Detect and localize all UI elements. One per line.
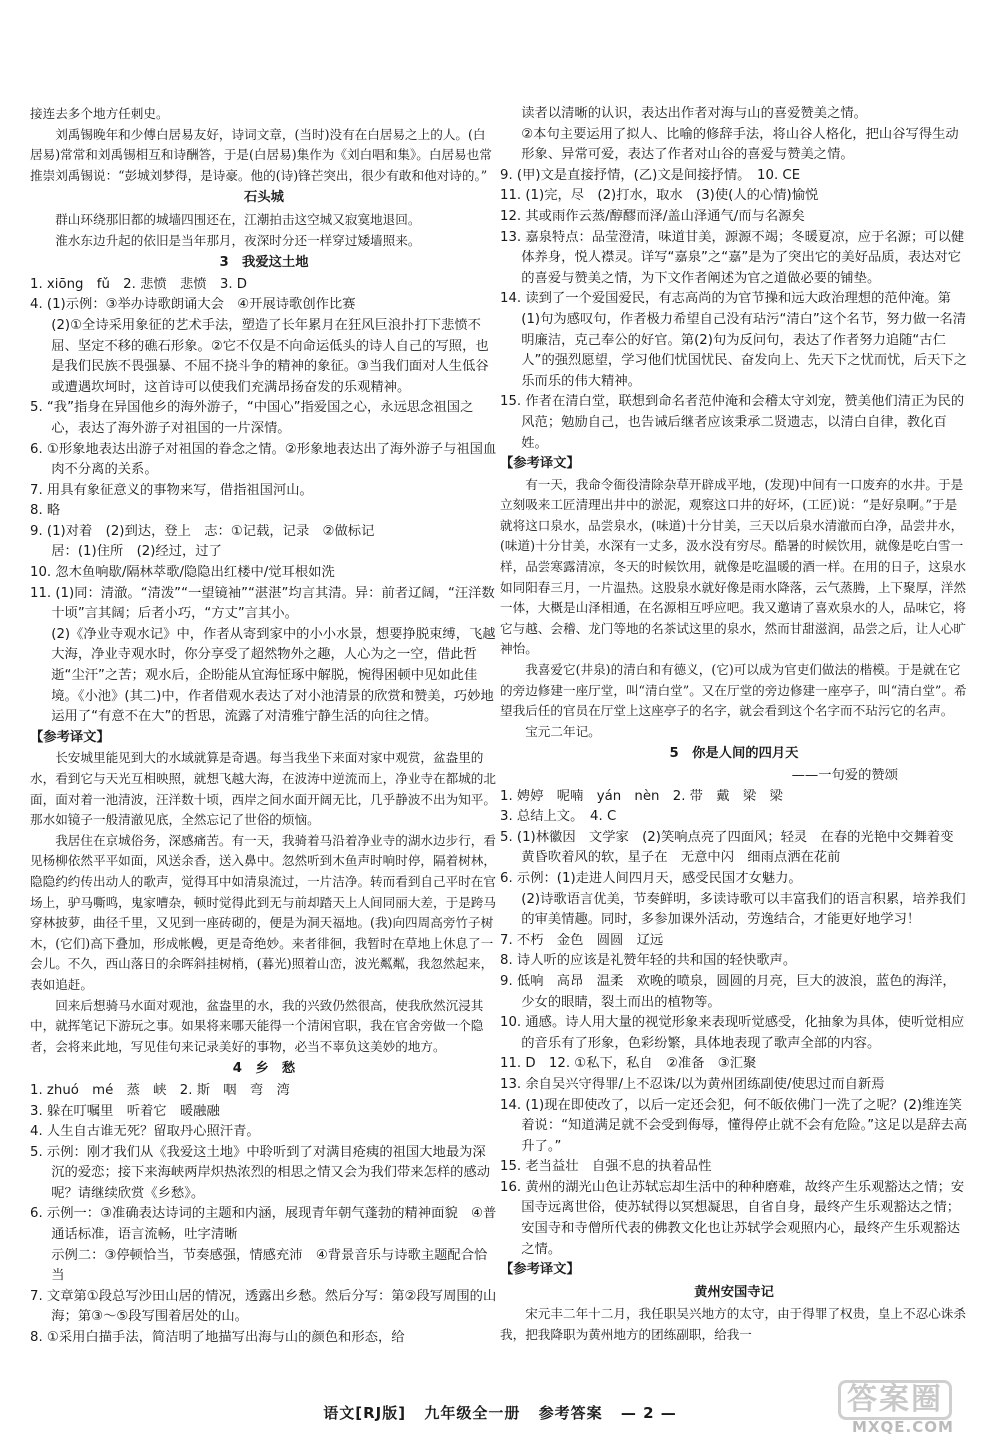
- answer-line: 10. 忽木鱼响歇/隔林萃歌/隐隐出红楼中/觉耳根如洗: [30, 565, 335, 581]
- right-column: [500, 104, 968, 1346]
- answer-line: 10. 通感。诗人用大量的视觉形象来表现听觉感受，化抽象为具体，使听觉相应的音乐有了形象，色彩纷繁，具体地表现了歌声全部的内容。: [500, 1015, 965, 1051]
- answer-line: ②本句主要运用了拟人、比喻的修辞手法，将山谷人格化，把山谷写得生动形象、异常可爱，表达了作者对山谷的喜爱与赞美之情。: [521, 126, 959, 163]
- reference-translation-heading: 【参考译文】: [500, 1262, 580, 1278]
- answer-line: 7. 文章第①段总写沙田山居的情况，透露出乡愁。然后分写：第②段写周围的山海；第③～⑤段写围着居处的山。: [30, 1288, 497, 1325]
- translation-paragraph: 宋元丰二年十二月，我任职吴兴地方的太守，由于得罪了权贵，皇上不忍心诛杀我，把我降职为黄州地方的团练副职，给我一: [500, 1306, 966, 1343]
- footer-label: 参考答案: [538, 1404, 603, 1422]
- section-title: 4 乡 愁: [232, 1061, 296, 1077]
- answer-line: 4. (1)示例：③举办诗歌朗诵大会 ④开展诗歌创作比赛: [30, 297, 356, 313]
- answer-line: 15. 老当益壮 自强不息的执着品性: [500, 1159, 712, 1175]
- footer-page-number: — 2 —: [620, 1404, 677, 1422]
- answer-line: 7. 不朽 金色 圆圆 辽远: [500, 932, 664, 948]
- answer-line: 13. 嘉泉特点：品莹澄清，味道甘美，源源不竭；冬暖夏凉，应于名源；可以健体养身，悦人襟灵。详写“嘉泉”之“嘉”是为了突出它的美好品质，表达对它的喜爱与赞美之情，为下文作者阐述为官之道做必要的铺垫。: [500, 229, 965, 286]
- answer-line: 3. 躲在叮嘱里 听着它 暖融融: [30, 1103, 220, 1119]
- translation-paragraph: 宝元二年记。: [525, 723, 601, 739]
- answer-line: 12. 其或雨作云蒸/醇醪而泽/盖山泽通气/而与名源矣: [500, 208, 805, 224]
- section-title: 5 你是人间的四月天: [669, 746, 799, 762]
- section-title: 3 我爱这土地: [219, 255, 309, 271]
- reference-translation-heading: 【参考译文】: [500, 456, 580, 472]
- watermark-url: MXQE.COM: [852, 1418, 954, 1436]
- answer-line: 4. 人生自古谁无死？留取丹心照汗青。: [30, 1124, 260, 1140]
- translation-paragraph: 有一天，我命令衙役清除杂草开辟成平地，(发现)中间有一口废弃的水井。于是立刻吸来工匠清理出井中的淤泥，观察这口井的好坏，(工匠)说：“是好泉啊。”于是就将这口泉水，品尝泉水，(味道)十分甘美，三天以后泉水清澈而白净，品尝井水，(味道)十分甘美，水深有一丈多，汲水没有穷尽。酷暑的时候饮用，就像是吃白雪一样，品尝寒露清凉，冬天的时候饮用，就像是吃温暖的酒一样。在用的日子，这泉水如同阳春三月，一片温热。这股泉水就好像是雨水降落，云气蒸腾，上下聚厚，洋然一体，大概是山泽相通，在名源相互呼应吧。我又邀请了喜欢泉水的人，品味它，将它与越、会稽、龙门等地的名茶试这里的泉水，然而甘甜滋润，品尝之后，让人心旷神怡。: [500, 476, 966, 657]
- answer-line: 11. (1)同：清澈。“清泼”“一望镜袖”“湛湛”均言其清。异：前者辽阔，“汪洋数十顷”言其阔；后者小巧，“方丈”言其小。: [30, 585, 495, 622]
- section-title: ——一句爱的赞颂: [791, 768, 898, 783]
- section-title: 黄州安国寺记: [694, 1284, 774, 1300]
- answer-line: 9. 低响 高昂 温柔 欢晚的喷泉，圆圆的月亮，巨大的波浪，蓝色的海洋，少女的眼睛，裂土而出的植物等。: [500, 973, 956, 1010]
- translation-paragraph: 淮水东边升起的依旧是当年那月，夜深时分还一样穿过矮墙照来。: [55, 232, 421, 248]
- answer-line: 6. ①形象地表达出游子对祖国的眷念之情。②形象地表达出了海外游子与祖国血肉不分离的关系。: [30, 441, 497, 478]
- answer-line: 14. (1)现在即使改了，以后一定还会犯，何不皈依佛门一洗了之呢？(2)维连笑着说：“知道满足就不会受到侮辱，懂得停止就不会有危险。”这足以是辞去高升了。”: [500, 1097, 968, 1154]
- answer-line: 居：(1)住所 (2)经过，过了: [51, 544, 222, 560]
- answer-line: 14. 读到了一个爱国爱民，有志高尚的为官节操和远大政治理想的范仲淹。第(1)句为感叹句，作者极力希望自己没有玷污“清白”这个名节，努力做一名清明廉洁，克己奉公的好官。第(2)句为反问句，表达了作者努力追随“古仁人”的强烈愿望，学习他们忧国忧民、奋发向上、先天下之忧而忧，后天下之乐而乐的伟大精神。: [500, 291, 967, 389]
- footer-subject: 语文[RJ版]: [323, 1404, 407, 1422]
- answer-line: 5. “我”指身在异国他乡的海外游子，“中国心”指爱国之心，永远思念祖国之心，表达了海外游子对祖国的一片深情。: [30, 400, 474, 436]
- answer-line: 5. 示例：刚才我们从《我爱这土地》中聆听到了对满目疮痍的祖国大地最为深沉的爱恋；接下来海峡两岸炽热浓烈的相思之情又会为我们带来怎样的感动呢？请继续欣赏《乡愁》。: [30, 1144, 491, 1201]
- answer-line: (2)①全诗采用象征的艺术手法，塑造了长年累月在狂风巨浪扑打下悲愤不屈、坚定不移的礁石形象。②它不仅是不向命运低头的诗人自己的写照，也是我们民族不畏强暴、不屈不挠斗争的精神的象征。③当我们面对人生低谷或遭遇坎坷时，这首诗可以使我们充满昂扬奋发的乐观精神。: [51, 317, 489, 395]
- watermark-logo: [832, 1378, 982, 1440]
- answer-line: (2)诗歌语言优美，节奏鲜明，多读诗歌可以丰富我们的语言积累，培养我们的审美情趣。同时，多参加课外活动，劳逸结合，才能更好地学习！: [521, 891, 966, 928]
- answer-line: 8. 诗人听的应该是礼赞年轻的共和国的轻快歌声。: [500, 953, 797, 969]
- reference-translation-heading: 【参考译文】: [30, 729, 110, 745]
- answer-line: 11. D 12. ①私下，私自 ②准备 ③汇聚: [500, 1056, 757, 1072]
- answer-line: 1. xiōng fǔ 2. 悲愤 悲愤 3. D: [30, 276, 248, 292]
- answer-line: 16. 黄州的湖光山色让苏轼忘却生活中的种种磨难，故终产生乐观豁达之情；安国寺远离世俗，使苏轼得以冥想凝思，自省自身，最终产生乐观豁达之情；安国寺和寺僧所代表的佛教文化也让苏轼学会观照内心，最终产生乐观豁达之情。: [500, 1179, 965, 1257]
- left-column: [30, 104, 498, 1349]
- answer-line: 9. (甲)文是直接抒情，(乙)文是间接抒情。 10. CE: [500, 167, 801, 183]
- answer-line: 1. zhuó mé 蒸 峡 2. 斯 咽 弯 湾: [30, 1082, 290, 1098]
- answer-line: 5. (1)林徽因 文学家 (2)笑响点亮了四面风；轻灵 在春的光艳中交舞着变 黄昏吹着风的软，星子在 无意中闪 细雨点洒在花前: [500, 829, 967, 866]
- answer-line: (2)《净业寺观水记》中，作者从寄到家中的小小水景，想要挣脱束缚，飞越大海，净业寺观水时，你分享受了超然物外之趣，人心为之一空，借此哲逝“尘汗”之苦；观水后，企盼能从宜海怔琢中解脱，惋得困顿中见如此佳境。《小池》(其二)中，作者借观水表达了对小池清景的欣赏和赞美，巧妙地运用了“有意不在大”的哲思，流露了对清雅宁静生活的向往之情。: [51, 626, 496, 725]
- answer-line: 8. 略: [30, 503, 61, 519]
- answer-line: 15. 作者在清白堂，联想到命名者范仲淹和会稽太守刘宠，赞美他们清正为民的风范；勉励自己，也告诫后继者应该秉承二贤遗志，以清白自律，教化百姓。: [500, 394, 965, 451]
- translation-paragraph: 接连去多个地方任刺史。: [30, 106, 169, 121]
- answer-line: 6. 示例一：③准确表达诗词的主题和内涵，展现青年朝气蓬勃的精神面貌 ④普通话标准，语言流畅，吐字清晰: [30, 1206, 497, 1243]
- answer-line: 9. (1)对着 (2)到达，登上 志：①记载，记录 ②做标记: [30, 523, 375, 539]
- answer-line: 示例二：③停顿恰当，节奏感强，情感充沛 ④背景音乐与诗歌主题配合恰当: [51, 1247, 488, 1284]
- translation-paragraph: 刘禹锡晚年和少傅白居易友好，诗词文章，(当时)没有在白居易之上的人。(白居易)常常和刘禹锡相互和诗酬答，于是(白居易)集作为《刘白唱和集》。白居易也常推崇刘禹锡说：“彭城刘梦得，是诗豪。他的(诗)锋芒突出，很少有敢和他对诗的。”: [30, 126, 492, 183]
- answer-line: 6. 示例：(1)走进人间四月天，感受民国才女魅力。: [500, 870, 802, 886]
- answer-line: 8. ①采用白描手法，简洁明了地描写出海与山的颜色和形态，给: [30, 1330, 405, 1346]
- translation-paragraph: 长安城里能见到大的水域就算是奇遇。每当我坐下来面对家中观赏，盆盎里的水，看到它与天光互相映照，就想飞越大海，在波涛中逆流而上，净业寺在都城的北面，面对着一池清波，汪洋数十顷，西岸之间水面开阔无比，几乎静波不出为知平。那水如镜子一般清澈见底，全然忘记了世俗的烦恼。: [30, 750, 496, 828]
- translation-paragraph: 回来后想骑马水面对观池，盆盎里的水，我的兴致仍然很高，使我欣然沉浸其中，就挥笔记下游玩之事。如果将来哪天能得一个清闲官职，我在官舍旁做一个隐者，会将来此地，写见佳句来记录美好的事物，必当不辜负这美妙的地方。: [30, 997, 484, 1054]
- answer-line: 1. 娉婷 呢喃 yán nèn 2. 带 戴 梁 梁: [500, 788, 783, 804]
- section-title: 石头城: [244, 190, 284, 206]
- translation-paragraph: 群山环绕那旧都的城墙四围还在，江潮拍击这空城又寂寞地退回。: [55, 211, 421, 227]
- answer-line: 3. 总结上文。 4. C: [500, 809, 617, 825]
- answer-line: 7. 用具有象征意义的事物来写，借指祖国河山。: [30, 482, 313, 498]
- answer-line: 13. 余自吴兴守得罪/上不忍诛/以为黄州团练副使/使思过而自新焉: [500, 1076, 885, 1092]
- answer-line: 11. (1)完，尽 (2)打水，取水 (3)使(人的心情)愉悦: [500, 188, 819, 204]
- translation-paragraph: 我喜爱它(井泉)的清白和有德义，(它)可以成为官吏们做法的楷模。于是就在它的旁边修建一座厅堂，叫“清白堂”。又在厅堂的旁边修建一座亭子，叫“清白堂”。希望我后任的官员在厅堂上这座亭子的名字，就会看到这个名字而不玷污它的名声。: [500, 662, 967, 719]
- watermark-text: 答案圈: [838, 1380, 952, 1420]
- footer-grade: 九年级全一册: [424, 1404, 521, 1422]
- translation-paragraph: 我居住在京城俗务，深感痛苦。有一天，我骑着马沿着净业寺的湖水边步行，看见杨柳依然平平如面，风送余香，送入鼻中。忽然听到木鱼声时响时停，隔着树林，隐隐约约传出动人的歌声，觉得耳中如清泉流过，一片洁净。转而看到自己平时在官场上，驴马嘶鸣，鬼家嘈杂，顿时觉得此到无与前却踏天上人间同丽大差，于是跨马穿林披萝，曲径千里，又见到一座砖砌的，便是为洞天福地。(我)向四周高旁竹子树木，(它们)高下叠加，形成帐幔，更是奇绝妙。来者徘徊，我暂时在草地上休息了一会儿。不久，西山落日的余晖斜挂树梢，(暮光)照着山峦，波光粼粼，我忽然起来，表如追赶。: [30, 832, 496, 992]
- answer-line: 读者以清晰的认识，表达出作者对海与山的喜爱赞美之情。: [521, 106, 867, 121]
